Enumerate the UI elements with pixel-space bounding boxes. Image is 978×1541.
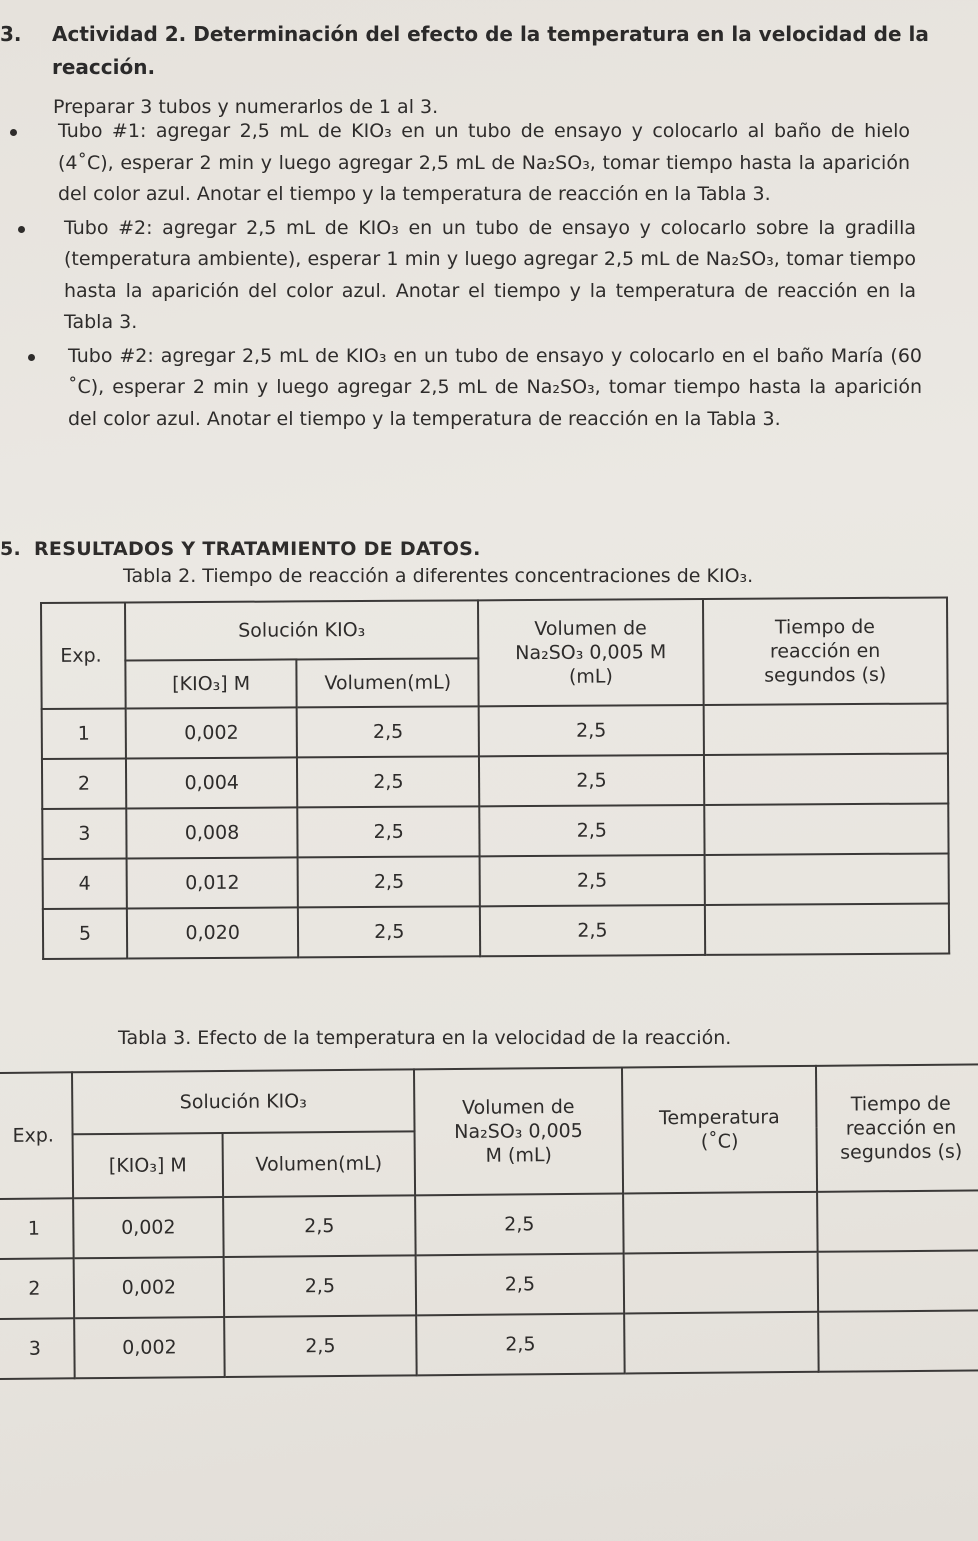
procedure-item-text: Tubo #2: agregar 2,5 mL de KIO₃ en un tubo de ensayo y colocarlo en el baño María (60 ˚C), esperar 2 min y luego agregar 2,5 mL de Na₂SO₃, tomar tiempo hasta la aparición del color azul. Anotar el tiempo y la temperatura de reacción en la Tabla 3. xyxy=(68,344,922,430)
table3-header-temperature xyxy=(622,1066,817,1194)
table2-caption: Tabla 2. Tiempo de reacción a diferentes concentraciones de KIO₃. xyxy=(123,565,754,587)
results-title: RESULTADOS Y TRATAMIENTO DE DATOS. xyxy=(34,538,481,560)
table2-header-concentration: [KIO₃] M xyxy=(125,659,297,708)
table2-header-na-volume-line2: Na₂SO₃ 0,005 M xyxy=(515,641,667,665)
table2-cell-vol: 2,5 xyxy=(297,706,479,757)
bullet-dot-icon xyxy=(10,129,17,136)
table-row xyxy=(43,853,949,909)
table2-cell-na-vol: 2,5 xyxy=(479,755,704,806)
table2-cell-exp: 3 xyxy=(42,808,126,859)
table3-header-time-line1: Tiempo de xyxy=(850,1092,951,1116)
table3-cell-conc: 0,002 xyxy=(73,1197,224,1258)
procedure-item-text: Tubo #2: agregar 2,5 mL de KIO₃ en un tubo de ensayo y colocarlo sobre la gradilla (temperatura ambiente), esperar 1 min y luego agregar 2,5 mL de Na₂SO₃, tomar tiempo hasta la aparición del color azul. Anotar el tiempo y la temperatura de reacción en la Tabla 3. xyxy=(64,216,916,333)
table2-header-time-line1: Tiempo de xyxy=(774,615,876,639)
table3-cell-exp: 1 xyxy=(0,1198,74,1259)
table3-cell-na-vol: 2,5 xyxy=(416,1254,625,1316)
table3-cell-temp[interactable] xyxy=(623,1192,818,1254)
table3-header-na-volume-line2: Na₂SO₃ 0,005 xyxy=(454,1119,583,1143)
table2-cell-conc: 0,012 xyxy=(126,857,298,908)
procedure-item xyxy=(0,116,910,211)
bullet-dot-icon xyxy=(18,226,25,233)
table-row xyxy=(43,903,949,959)
table3-header-solucion: Solución KIO₃ xyxy=(72,1069,415,1134)
table3-cell-time[interactable] xyxy=(817,1190,978,1251)
table3-header-time xyxy=(816,1064,978,1191)
activity-title-line1: Actividad 2. Determinación del efecto de la temperatura en la velocidad de la xyxy=(52,22,929,46)
table2-cell-conc: 0,008 xyxy=(126,807,298,858)
table2-cell-vol: 2,5 xyxy=(298,856,480,907)
table3-header-exp: Exp. xyxy=(0,1072,73,1199)
table2-cell-na-vol: 2,5 xyxy=(480,855,705,906)
table3-header-time-line3: segundos (s) xyxy=(840,1140,963,1164)
activity-heading xyxy=(0,18,940,84)
table3-header-temperature-line1: Temperatura xyxy=(658,1106,780,1130)
table2-header-time xyxy=(703,597,948,704)
table2-cell-vol: 2,5 xyxy=(297,756,479,807)
table3-cell-time[interactable] xyxy=(818,1250,978,1311)
table2-cell-conc: 0,020 xyxy=(127,907,299,958)
table-row xyxy=(0,1310,978,1379)
bullet-dot-icon xyxy=(28,354,35,361)
table3-cell-na-vol: 2,5 xyxy=(416,1314,625,1376)
table-row xyxy=(0,1250,978,1319)
table3-cell-temp[interactable] xyxy=(624,1252,819,1314)
table3-cell-na-vol: 2,5 xyxy=(415,1194,624,1256)
table2-cell-exp: 1 xyxy=(42,708,126,759)
table2-cell-vol: 2,5 xyxy=(298,906,480,957)
table-row xyxy=(0,1190,978,1259)
table3-cell-conc: 0,002 xyxy=(74,1257,225,1318)
table2-cell-time[interactable] xyxy=(704,903,949,954)
results-heading xyxy=(0,538,481,560)
table3-header-na-volume xyxy=(414,1068,623,1196)
table2-header-na-volume-line3: (mL) xyxy=(568,665,613,688)
table2-cell-time[interactable] xyxy=(703,703,948,754)
table2-header-volume: Volumen(mL) xyxy=(297,658,479,707)
table3-header-na-volume-line1: Volumen de xyxy=(461,1095,575,1119)
activity-number: 3. xyxy=(0,22,22,46)
table3-cell-conc: 0,002 xyxy=(74,1317,225,1378)
procedure-item xyxy=(0,341,922,436)
table3-cell-exp: 2 xyxy=(0,1258,74,1319)
activity-title-line2: reacción. xyxy=(52,55,156,79)
table-row xyxy=(42,803,948,859)
table2-cell-exp: 4 xyxy=(43,858,127,909)
table2-cell-conc: 0,002 xyxy=(126,707,298,758)
table2-cell-exp: 2 xyxy=(42,758,126,809)
table3-cell-exp: 3 xyxy=(0,1318,75,1379)
table2-cell-time[interactable] xyxy=(704,803,949,854)
table2-header-na-volume-line1: Volumen de xyxy=(534,617,647,640)
table3-header-na-volume-line3: M (mL) xyxy=(485,1144,553,1167)
table2-cell-conc: 0,004 xyxy=(126,757,298,808)
table3-header-time-line2: reacción en xyxy=(845,1116,957,1140)
procedure-list xyxy=(0,116,950,435)
table2-cell-exp: 5 xyxy=(43,908,127,959)
table3-cell-vol: 2,5 xyxy=(223,1195,416,1257)
table3 xyxy=(0,1063,978,1380)
table2 xyxy=(40,596,950,960)
table2-cell-time[interactable] xyxy=(704,853,949,904)
table3-header-concentration: [KIO₃] M xyxy=(73,1133,224,1198)
table2-header-time-line2: reacción en xyxy=(769,639,881,663)
procedure-item xyxy=(0,213,916,339)
intro-text: Preparar 3 tubos y numerarlos de 1 al 3. xyxy=(53,96,439,118)
table2-header-time-line3: segundos (s) xyxy=(764,663,887,687)
table2-header-na-volume xyxy=(478,599,703,706)
procedure-item-text: Tubo #1: agregar 2,5 mL de KIO₃ en un tubo de ensayo y colocarlo al baño de hielo (4˚C), esperar 2 min y luego agregar 2,5 mL de Na₂SO₃, tomar tiempo hasta la aparición del color azul. Anotar el tiempo y la temperatura de reacción en la Tabla 3. xyxy=(58,120,910,205)
table3-caption: Tabla 3. Efecto de la temperatura en la velocidad de la reacción. xyxy=(118,1027,732,1049)
results-number: 5. xyxy=(0,538,22,560)
table-row xyxy=(42,753,948,809)
table2-cell-vol: 2,5 xyxy=(298,806,480,857)
table-row xyxy=(42,703,948,759)
table3-cell-temp[interactable] xyxy=(624,1312,819,1374)
table3-cell-time[interactable] xyxy=(818,1310,978,1371)
table2-header-exp: Exp. xyxy=(41,602,126,709)
table3-header-temperature-line2: (˚C) xyxy=(700,1130,739,1153)
table2-cell-na-vol: 2,5 xyxy=(480,905,705,956)
table2-header-solucion: Solución KIO₃ xyxy=(125,600,479,660)
table3-cell-vol: 2,5 xyxy=(224,1315,417,1377)
table2-cell-time[interactable] xyxy=(704,753,949,804)
table2-cell-na-vol: 2,5 xyxy=(479,805,704,856)
table3-cell-vol: 2,5 xyxy=(224,1255,417,1317)
table3-header-volume: Volumen(mL) xyxy=(223,1131,416,1197)
table2-cell-na-vol: 2,5 xyxy=(479,705,704,756)
